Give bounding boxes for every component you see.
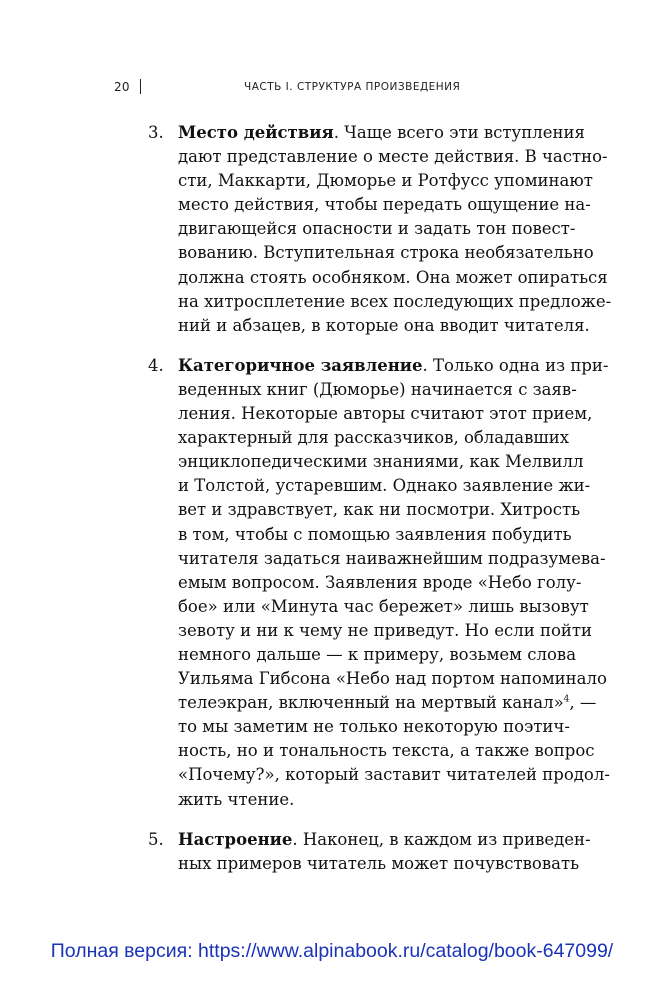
footnote-ref: 4 bbox=[563, 694, 570, 705]
text-line: и Толстой, устаревшим. Однако заявление жи- bbox=[178, 476, 591, 496]
text-line: читателя задаться наиважнейшим подразумева- bbox=[178, 548, 606, 568]
list-item-mood bbox=[148, 828, 591, 876]
text-line: сти, Маккарти, Дюморье и Ротфусс упоминают bbox=[178, 171, 593, 191]
list-number: 3. bbox=[148, 123, 164, 142]
text-line: характерный для рассказчиков, обладавших bbox=[178, 428, 570, 448]
text-line: Место действия. Чаще всего эти вступления bbox=[178, 123, 585, 142]
text-line: ний и абзацев, в которые она вводит читателя. bbox=[178, 315, 590, 335]
text-line: то мы заметим не только некоторую поэтич- bbox=[178, 717, 570, 737]
term-heading: Место действия bbox=[178, 123, 334, 142]
text-line: «Почему?», который заставит читателей продол- bbox=[178, 765, 610, 785]
text-line: в том, чтобы с помощью заявления побудить bbox=[178, 524, 572, 544]
text-line: должна стоять особняком. Она может опираться bbox=[178, 267, 608, 287]
text-line: Категоричное заявление. Только одна из при- bbox=[178, 355, 609, 375]
text-line: ления. Некоторые авторы считают этот прием, bbox=[178, 404, 593, 424]
text-line: Настроение. Наконец, в каждом из приведен- bbox=[178, 829, 591, 849]
text-line: ных примеров читатель может почувствовать bbox=[178, 853, 580, 873]
text-line: энциклопедическими знаниями, как Мелвилл bbox=[178, 452, 584, 472]
list-number: 4. bbox=[148, 355, 164, 375]
header-divider bbox=[140, 79, 141, 94]
text-line: двигающейся опасности и задать тон повест- bbox=[178, 219, 576, 239]
text-line: вет и здравствует, как ни посмотри. Хитрость bbox=[178, 500, 581, 520]
text-line: вованию. Вступительная строка необязательно bbox=[178, 243, 594, 263]
text-line: зевоту и ни к чему не приведут. Но если пойти bbox=[178, 620, 593, 640]
text-line: ность, но и тональность текста, а также вопрос bbox=[178, 741, 595, 761]
text-line: на хитросплетение всех последующих предложе- bbox=[178, 291, 612, 311]
page-header bbox=[0, 80, 664, 98]
text-line: бое» или «Минута час бережет» лишь вызовут bbox=[178, 596, 589, 616]
term-heading: Категоричное заявление bbox=[178, 355, 423, 375]
running-head: ЧАСТЬ I. СТРУКТУРА ПРОИЗВЕДЕНИЯ bbox=[244, 81, 461, 93]
page-number: 20 bbox=[114, 80, 130, 94]
text-line: немного дальше — к примеру, возьмем слова bbox=[178, 644, 577, 664]
list-number: 5. bbox=[148, 829, 164, 849]
full-version-link[interactable]: Полная версия: https://www.alpinabook.ru/catalog/book-647099/ bbox=[50, 940, 614, 962]
text-line: Уильяма Гибсона «Небо над портом напоминало bbox=[178, 669, 607, 689]
term-heading: Настроение bbox=[178, 829, 293, 849]
list-item-statement bbox=[148, 354, 610, 812]
text-line: веденных книг (Дюморье) начинается с заяв- bbox=[178, 379, 577, 399]
text-line: емым вопросом. Заявления вроде «Небо голу- bbox=[178, 572, 582, 592]
text-line: жить чтение. bbox=[178, 789, 295, 809]
list-item-place bbox=[148, 121, 612, 338]
text-line: место действия, чтобы передать ощущение на- bbox=[178, 195, 591, 215]
body-text bbox=[148, 121, 612, 892]
text-line: телеэкран, включенный на мертвый канал»$^4$, — bbox=[178, 693, 597, 713]
text-line: дают представление о месте действия. В частно- bbox=[178, 147, 608, 167]
